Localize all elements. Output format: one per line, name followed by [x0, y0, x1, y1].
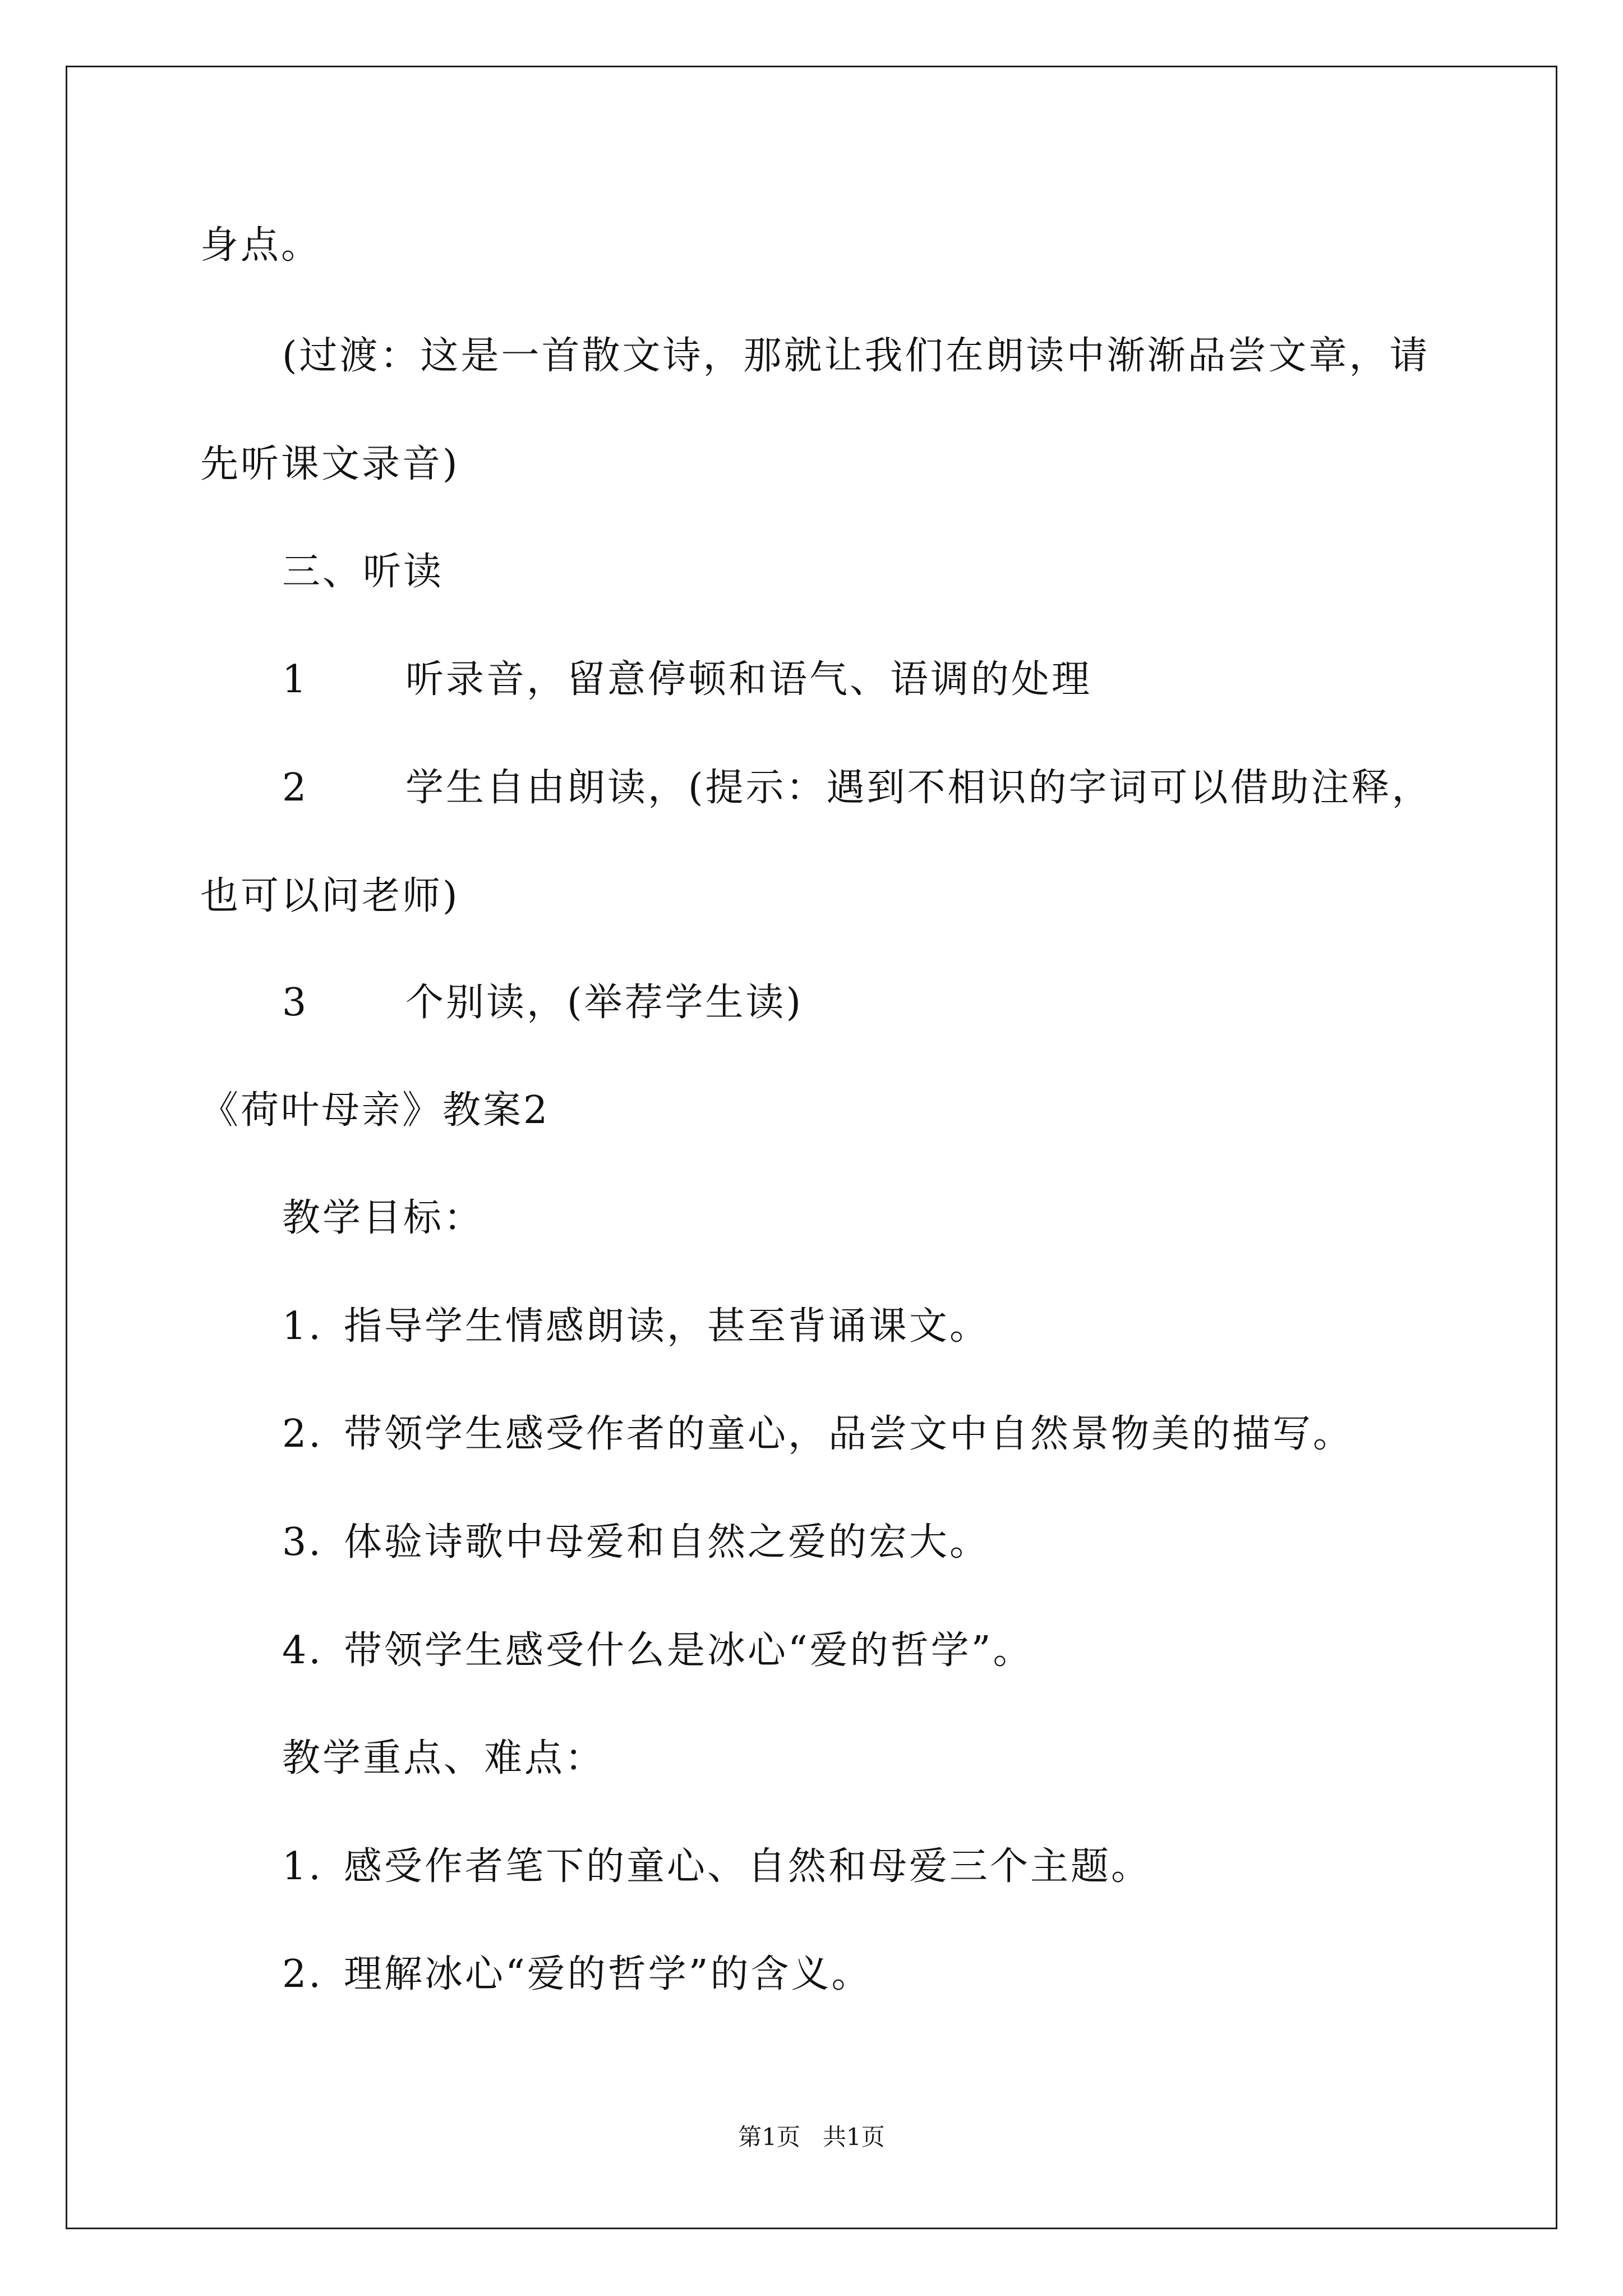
page-border	[66, 66, 1557, 2229]
numbered-item	[282, 1520, 990, 1565]
step-number: 3	[282, 981, 309, 1025]
page-footer	[0, 2123, 1623, 2151]
item-text: 带领学生感受什么是冰心“爱的哲学”。	[344, 1628, 1034, 1673]
numbered-item	[282, 1412, 1353, 1457]
numbered-step	[282, 766, 1432, 811]
numbered-item	[282, 1952, 872, 1997]
text-line: (过渡：这是一首散文诗，那就让我们在朗读中渐渐品尝文章，请	[282, 334, 1430, 378]
step-number: 1	[282, 657, 309, 702]
numbered-item	[282, 1304, 990, 1349]
item-number: 2.	[282, 1952, 323, 1996]
step-text: 学生自由朗读，(提示：遇到不相识的字词可以借助注释，	[405, 766, 1432, 810]
text-line: 身点。	[200, 223, 322, 268]
item-number: 3.	[282, 1520, 323, 1565]
item-number: 2.	[282, 1412, 323, 1456]
item-number: 4.	[282, 1628, 323, 1673]
section-heading: 三、听读	[282, 550, 444, 594]
text-line: 先听课文录音)	[200, 442, 460, 486]
step-number: 2	[282, 766, 309, 810]
item-number: 1.	[282, 1304, 323, 1349]
document-title: 《荷叶母亲》教案2	[200, 1088, 550, 1133]
section-heading: 教学目标：	[282, 1196, 485, 1240]
step-text: 听录音，留意停顿和语气、语调的处理	[405, 657, 1092, 702]
item-text: 指导学生情感朗读，甚至背诵课文。	[344, 1304, 990, 1349]
text-line: 也可以问老师)	[200, 874, 460, 918]
page-number: 第1页	[738, 2123, 800, 2151]
step-text: 个别读，(举荐学生读)	[405, 981, 804, 1025]
item-text: 带领学生感受作者的童心，品尝文中自然景物美的描写。	[344, 1412, 1354, 1456]
numbered-item	[282, 1844, 1151, 1889]
item-text: 感受作者笔下的童心、自然和母爱三个主题。	[344, 1844, 1152, 1889]
numbered-step	[282, 981, 803, 1025]
item-text: 理解冰心“爱的哲学”的含义。	[344, 1952, 872, 1996]
numbered-step	[282, 657, 1092, 702]
item-number: 1.	[282, 1844, 323, 1889]
item-text: 体验诗歌中母爱和自然之爱的宏大。	[344, 1520, 990, 1565]
section-heading: 教学重点、难点：	[282, 1736, 606, 1780]
page-total: 共1页	[823, 2123, 885, 2151]
numbered-item	[282, 1628, 1034, 1673]
